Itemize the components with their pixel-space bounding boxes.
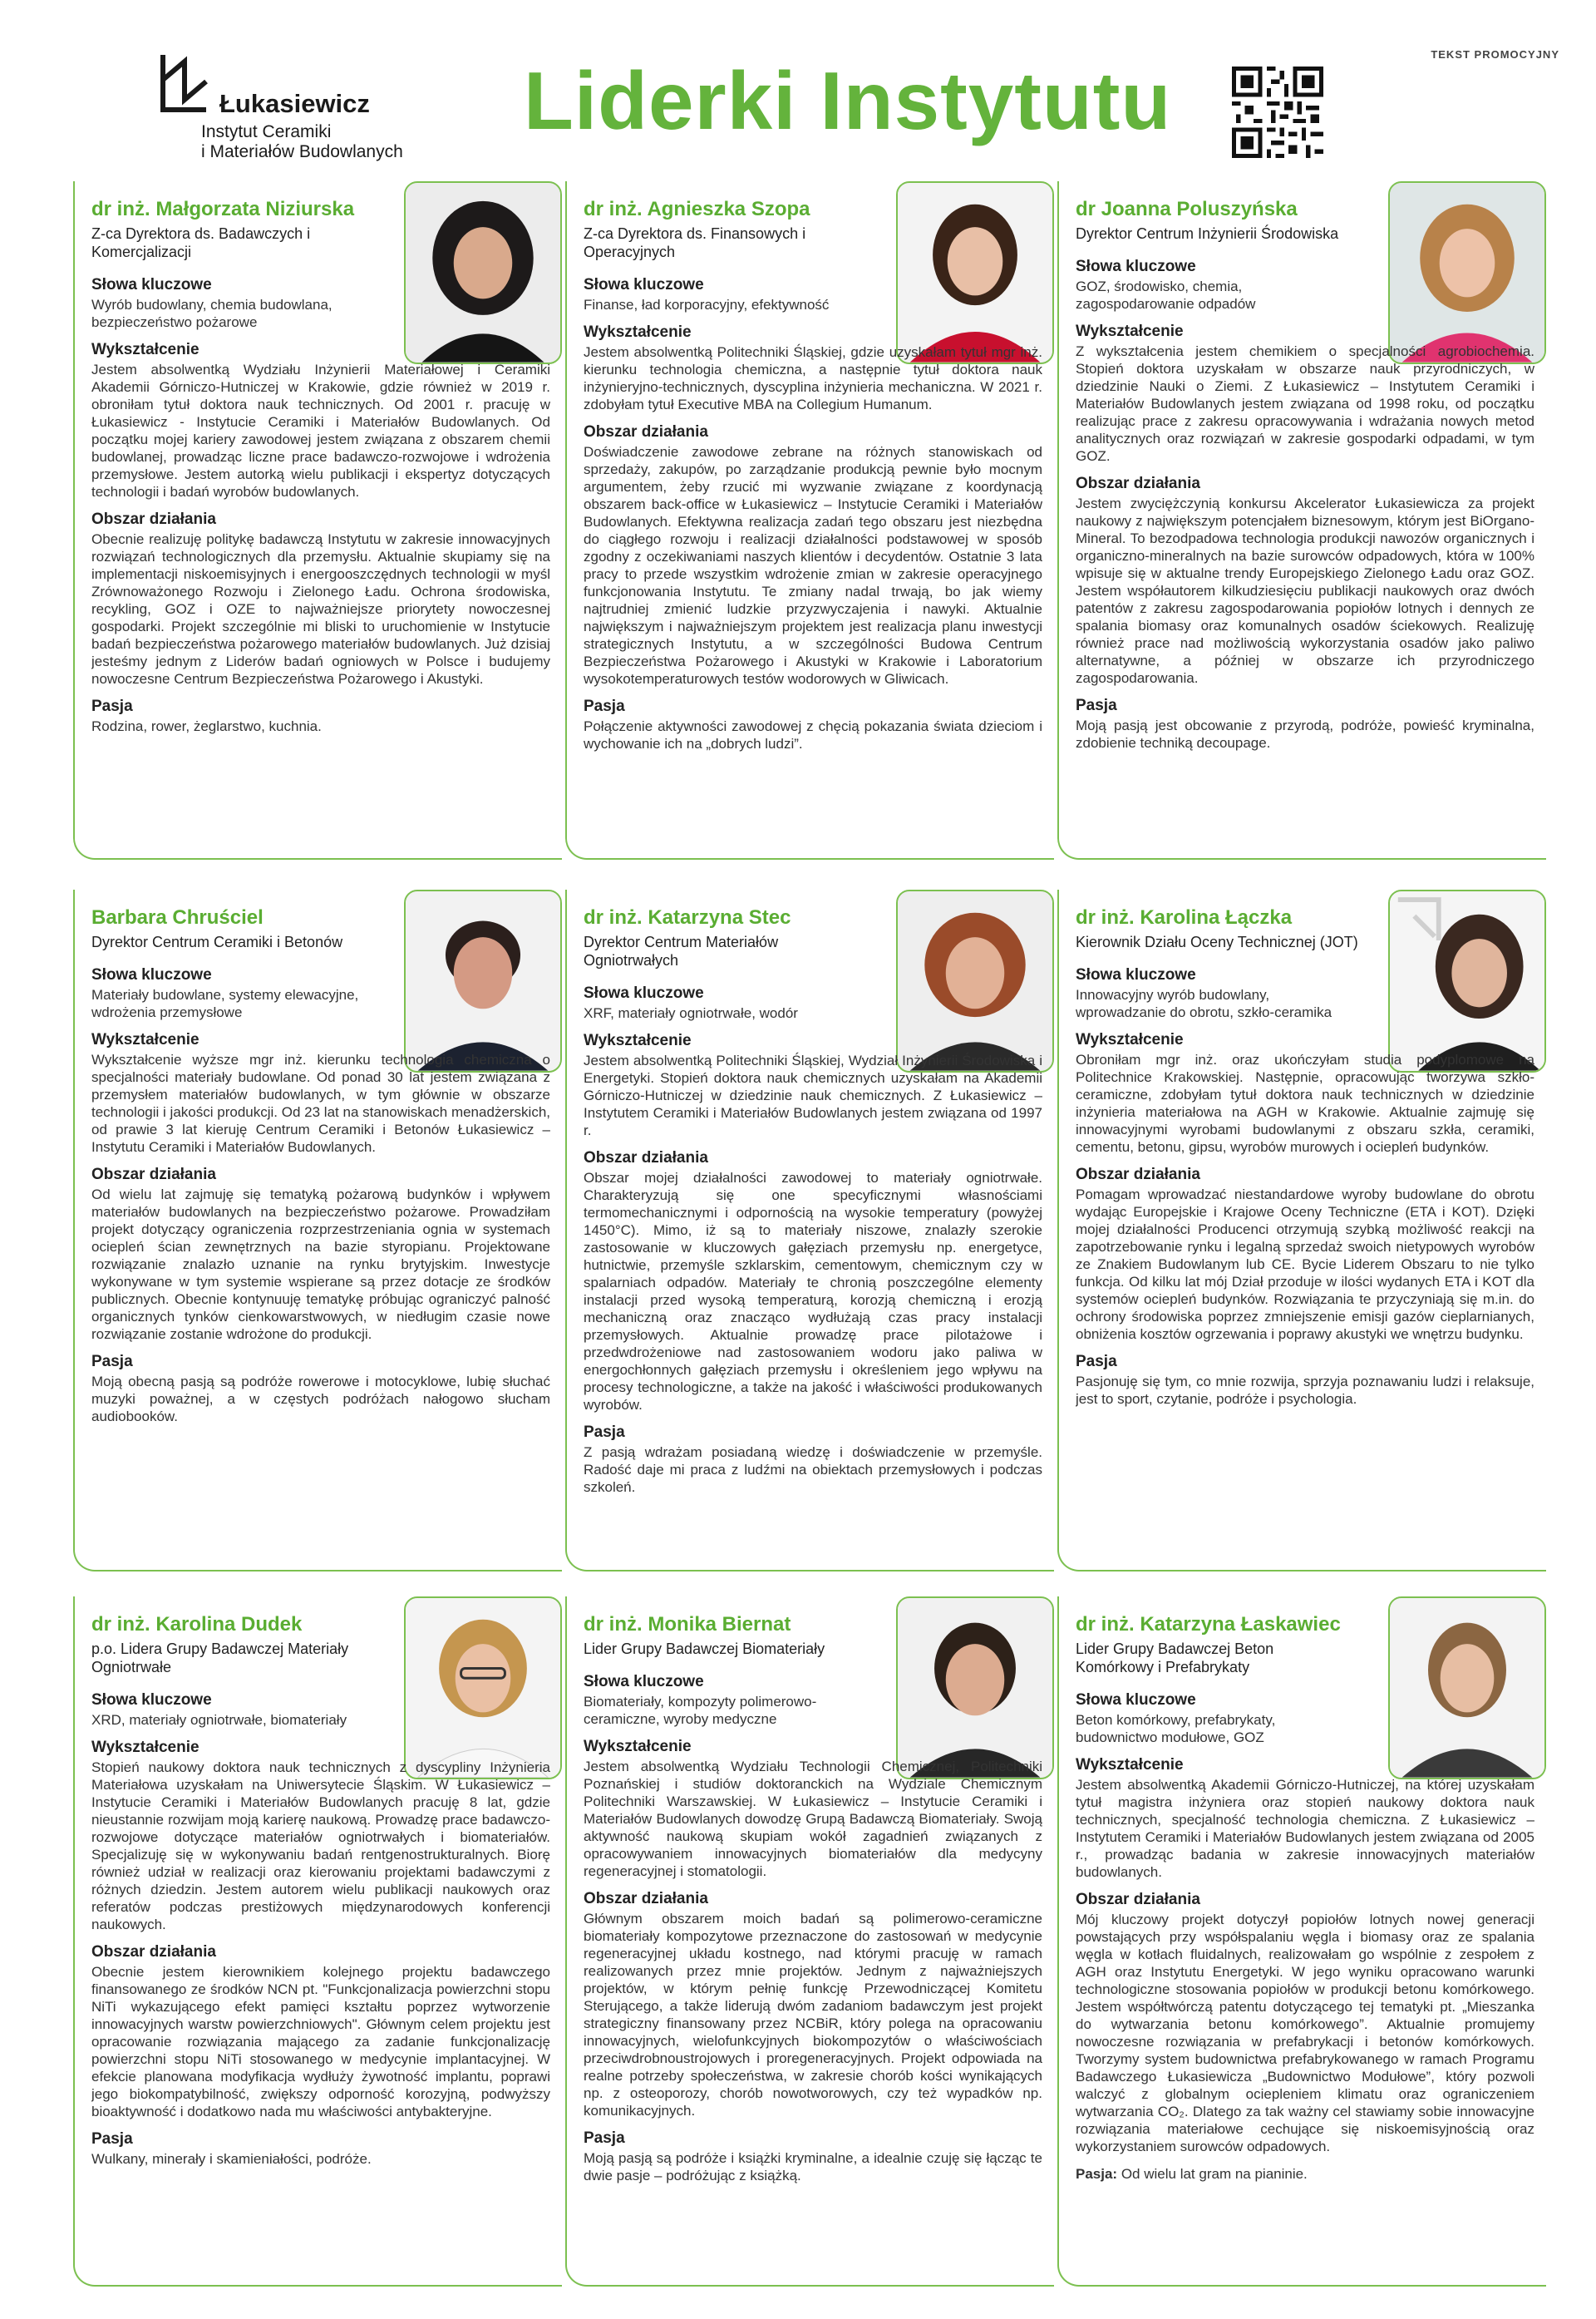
area-text: Obszar mojej działalności zawodowej to materiały ogniotrwałe. Charakteryzują się one specyficznymi własnościami termomechanicznymi i odpornością na wysokie temperatury (powyżej 1450°C). Mimo, iż są to materiały niszowe, znalazły szerokie zastosowanie w kluczowych gałęziach przemysłu np. energetyce, hutnictwie, przemyśle szklarskim, cementowym, chemicznym czy w spalarniach odpadów. Materiały te chronią poszczególne elementy instalacji przed wysoką temperaturą, korozją chemiczną i erozją mechaniczną oraz znacząco wydłużają czas pracy instalacji przemysłowych. Aktualnie prowadzę prace pilotażowe i przedwdrożeniowe nad zastosowaniem wodoru jako paliwa w energochłonnych gałęziach przemysłu i określeniem jego wpływu na procesy technologiczne, a także na jakość i właściwości produkowanych wyrobów. xyxy=(584,1170,1042,1413)
education-heading: Wykształcenie xyxy=(91,1031,200,1048)
passion-text: Od wielu lat gram na pianinie. xyxy=(1121,2166,1308,2182)
leader-role: Dyrektor Centrum Ceramiki i Betonów xyxy=(91,934,343,950)
education-text: Jestem absolwentką Politechniki Śląskiej, gdzie uzyskałam tytuł mgr inż. kierunku technologia chemiczna, a następnie tytuł doktora nauk inżynieryjno-technicznych, dyscyplina inżynieria mechaniczna. W 2021 r. zdobyłam tytuł Executive MBA na Collegium Humanum. xyxy=(584,344,1042,412)
area-heading: Obszar działania xyxy=(91,1943,216,1961)
area-heading: Obszar działania xyxy=(1076,1166,1200,1183)
passion-heading: Pasja xyxy=(584,2129,625,2147)
education-heading: Wykształcenie xyxy=(1076,1756,1184,1774)
education-heading: Wykształcenie xyxy=(584,1032,692,1049)
area-heading: Obszar działania xyxy=(584,423,708,441)
lukasiewicz-logo-icon xyxy=(158,52,211,113)
passion-heading: Pasja xyxy=(91,698,133,715)
leader-card xyxy=(565,181,1054,860)
education-text: Jestem absolwentką Akademii Górniczo-Hutniczej, na której uzyskałam tytuł magistra inżyniera oraz stopień naukowy doktora nauk technicznych, specjalność technologia chemiczna. Z Łukasiewicz – Instytutem Ceramiki i Materiałów Budowlanych jestem związana od 2005 r., prowadząc badania w zakresie innowacyjnych materiałów budowlanych. xyxy=(1076,1777,1534,1880)
area-heading: Obszar działania xyxy=(1076,475,1200,492)
keywords-text: Beton komórkowy, prefabrykaty, budownictwo modułowe, GOZ xyxy=(1076,1712,1276,1745)
passion-heading: Pasja xyxy=(584,1423,625,1441)
area-heading: Obszar działania xyxy=(1076,1891,1200,1908)
area-text: Od wielu lat zajmuję się tematyką pożarową budynków i wpływem materiałów budowlanych na bezpieczeństwo pożarowe. Prowadziłam projekt dotyczący ograniczenia rozprzestrzeniania ognia w systemach ociepleń ścian zewnętrznych na bazie styropianu. Projektowane rozwiązanie znalazło uznanie na rynku brytyjskim. Inwestycje wykonywane w tym systemie wspierane są przez dotacje ze środków publicznych. Obecnie kontynuuję tematykę próbując ograniczyć palność organicznych tynków cienkowarstwowych, w niedługim czasie nowe rozwiązanie zostanie wdrożone do produkcji. xyxy=(91,1187,550,1342)
leader-name: dr inż. Katarzyna Łaskawiec xyxy=(1076,1613,1341,1636)
leader-name: dr inż. Agnieszka Szopa xyxy=(584,198,810,220)
leader-role: Dyrektor Centrum Inżynierii Środowiska xyxy=(1076,225,1339,242)
keywords-heading: Słowa kluczowe xyxy=(1076,1691,1196,1709)
keywords-text: XRD, materiały ogniotrwałe, biomateriały xyxy=(91,1712,347,1728)
area-text: Głównym obszarem moich badań są polimerowo-ceramiczne biomateriały kompozytowe przeznaczone do zastosowań w medycynie regeneracyjnej układu kostnego, nad którymi pracuję w ramach realizowanych przez mnie projektów. Jednym z najważniejszych projektów, w którym pełnię funkcję Przewodniczącej Komitetu Sterującego, a także liderują dwóm zadaniom badawczym jest projekt strategiczny finansowany przez NCBiR, który polega na opracowaniu innowacyjnych, wielofunkcyjnych biokompozytów o właściwościach przeciwdrobnoustrojowych i proregeneracyjnych. Projekt odpowiada na realne potrzeby społeczeństwa, w zakresie chorób kości wynikających np. z osteoporozy, chorób nowotworowych, czy też wypadków np. komunikacyjnych. xyxy=(584,1911,1042,2119)
area-text: Obecnie realizuję politykę badawczą Instytutu w zakresie innowacyjnych rozwiązań technologicznych dla przemysłu. Aktualnie skupiamy się na implementacji niskoemisyjnych i energooszczędnych technologii w myśl Zrównoważonego Rozwoju i Zielonego Ładu. Ochrona środowiska, recykling, GOZ i OZE to najważniejsze priorytety nowoczesnej gospodarki. Projekt szczególnie mi bliski to uruchomienie w Instytucie badań bezpieczeństwa pożarowego materiałów budowlanych. Już dzisiaj jesteśmy jednym z Liderów badań ogniowych w Polsce i budujemy nowoczesne Centrum Bezpieczeństwa Pożarowego i Akustyki. xyxy=(91,531,550,687)
passion-text: Rodzina, rower, żeglarstwo, kuchnia. xyxy=(91,718,322,734)
passion-heading: Pasja xyxy=(1076,1353,1117,1370)
leader-name: dr inż. Karolina Łączka xyxy=(1076,906,1293,929)
passion-heading: Pasja xyxy=(1076,697,1117,714)
passion-heading: Pasja xyxy=(91,1353,133,1370)
area-text: Obecnie jestem kierownikiem kolejnego projektu badawczego finansowanego ze środków NCN pt. "Funkcjonalizacja powierzchni stopu NiTi wykazującego efekt pamięci kształtu poprzez wytworzenie innowacyjnych warstw powierzchniowych". Głównym celem projektu jest opracowanie rozwiązania mającego za zadanie funkcjonalizację powierzchni stopu NiTi stosowanego w medycynie implantacyjnej. W efekcie planowana modyfikacja wydłuży żywotność implantu, poprawi jego biokompatybilność, zwiększy odporność korozyjną, podwyższy bioaktywność i dodatkowo nada mu właściwości antybakteryjne. xyxy=(91,1964,550,2119)
education-text: Obroniłam mgr inż. oraz ukończyłam studia podyplomowe na Politechnice Krakowskiej. Następnie, opracowując tworzywa szkło-ceramiczne, zdobyłam tytuł doktora nauk technicznych w dziedzinie inżynieria materiałowa na AGH w Krakowie. Aktualnie zajmuję się innowacyjnymi wyrobami budowlanymi z obszaru szkła, ceramiki, cementu, betonu, gipsu, wyrobów murowych i ociepleń budynków. xyxy=(1076,1052,1534,1155)
education-heading: Wykształcenie xyxy=(1076,1031,1184,1048)
leader-role: p.o. Lidera Grupy Badawczej Materiały Ogniotrwałe xyxy=(91,1641,349,1675)
logo-subtitle-line2: i Materiałów Budowlanych xyxy=(201,142,403,161)
area-heading: Obszar działania xyxy=(584,1890,708,1907)
passion-text: Moją obecną pasją są podróże rowerowe i motocyklowe, lubię słuchać muzyki poważnej, a w częstych podróżach nałogowo słucham audiobooków. xyxy=(91,1374,550,1424)
passion-text: Pasjonuję się tym, co mnie rozwija, sprzyja poznawaniu ludzi i relaksuje, jest to sport, czytanie, podróże i psychologia. xyxy=(1076,1374,1534,1407)
keywords-text: GOZ, środowisko, chemia, zagospodarowanie odpadów xyxy=(1076,279,1256,312)
education-heading: Wykształcenie xyxy=(91,1739,200,1756)
passion-heading: Pasja xyxy=(91,2130,133,2148)
education-text: Z wykształcenia jestem chemikiem o specjalności agrobiochemia. Stopień doktora uzyskałam w obszarze nauk przyrodniczych, w dziedzinie Nauki o Ziemi. Z Łukasiewicz – Instytutem Ceramiki i Materiałów Budowlanych jestem związana od 1998 roku, od początku realizując prace z zakresu opracowywania i wdrażania nowych metod analitycznych oraz rozwiązań w zakresie gospodarki odpadami, w tym GOZ. xyxy=(1076,343,1534,464)
leader-name: dr inż. Katarzyna Stec xyxy=(584,906,791,929)
area-heading: Obszar działania xyxy=(91,1166,216,1183)
leader-card xyxy=(73,1596,562,2287)
passion-text: Moją pasją jest obcowanie z przyrodą, podróże, powieść kryminalna, zdobienie techniką decoupage. xyxy=(1076,718,1534,751)
passion-heading: Pasja xyxy=(584,698,625,715)
passion-text: Połączenie aktywności zawodowej z chęcią pokazania świata dzieciom i wychowanie ich na „dobrych ludzi”. xyxy=(584,718,1042,752)
leader-name: dr inż. Małgorzata Niziurska xyxy=(91,198,355,220)
education-text: Jestem absolwentką Wydziału Technologii Chemicznej, Politechniki Poznańskiej i studiów doktoranckich na Wydziale Chemicznym Politechniki Warszawskiej. W Łukasiewicz – Instytucie Ceramiki i Materiałów Budowlanych dowodzę Grupą Badawczą Biomateriały. Swoją aktywność naukową skupiam wokół zagadnień związanych z opracowywaniem innowacyjnych biomateriałów dla medycyny regeneracyjnej i stomatologii. xyxy=(584,1759,1042,1879)
qr-code-icon[interactable] xyxy=(1232,67,1323,158)
keywords-text: Innowacyjny wyrób budowlany, wprowadzanie do obrotu, szkło-ceramika xyxy=(1076,987,1332,1020)
keywords-heading: Słowa kluczowe xyxy=(91,966,212,984)
area-text: Mój kluczowy projekt dotyczył popiołów lotnych nowej generacji powstających przy współspalaniu węgla i biomasy oraz ze spalania węgla w kotłach fluidalnych, realizowałam go wspólnie z zespołem z AGH oraz Instytutu Energetyki. W jego wyniku opracowano warunki technologiczne stosowania popiołów w produkcji betonu komórkowego. Jestem współtwórczą patentu dotyczącego tej tematyki pt. „Mieszanka do wytwarzania betonu komórkowego”. Aktualnie promujemy nowoczesne rozwiązania w prefabrykacji i betonów komórkowych. Tworzymy system budownictwa prefabrykowanego w ramach Programu Badawczego Łukasiewicza „Budownictwo Modułowe”, który pozwoli walczyć z globalnym ociepleniem klimatu oraz ograniczeniem wytwarzania CO₂. Dlatego za tak ważny cel stawiamy sobie innowacyjne rozwiązania materiałowe cechujące się niskoemisyjnością oraz wykorzystaniem surowców odpadowych. xyxy=(1076,1912,1534,2154)
logo-subtitle xyxy=(201,122,403,162)
leader-card xyxy=(1057,181,1546,860)
leader-name: Barbara Chruściel xyxy=(91,906,264,929)
leader-name: dr Joanna Poluszyńska xyxy=(1076,198,1298,220)
promo-label: TEKST PROMOCYJNY xyxy=(1431,48,1559,61)
leader-role: Lider Grupy Badawczej Beton Komórkowy i Prefabrykaty xyxy=(1076,1641,1274,1675)
keywords-heading: Słowa kluczowe xyxy=(1076,966,1196,984)
leader-card xyxy=(565,890,1054,1571)
page-title: Liderki Instytutu xyxy=(524,55,1172,146)
leader-card xyxy=(73,181,562,860)
passion-text: Z pasją wdrażam posiadaną wiedzę i doświadczenie w przemyśle. Radość daje mi praca z ludźmi na obiektach przemysłowych i podczas szkoleń. xyxy=(584,1444,1042,1495)
keywords-heading: Słowa kluczowe xyxy=(584,984,704,1002)
education-heading: Wykształcenie xyxy=(584,1738,692,1755)
keywords-text: Materiały budowlane, systemy elewacyjne, wdrożenia przemysłowe xyxy=(91,987,359,1020)
passion-text: Wulkany, minerały i skamieniałości, podróże. xyxy=(91,2151,372,2167)
keywords-heading: Słowa kluczowe xyxy=(584,1673,704,1690)
leader-card xyxy=(1057,890,1546,1571)
leader-role: Lider Grupy Badawczej Biomateriały xyxy=(584,1641,825,1657)
leader-name: dr inż. Karolina Dudek xyxy=(91,1613,303,1636)
logo-name: Łukasiewicz xyxy=(219,89,370,118)
passion-text: Moją pasją są podróże i książki kryminalne, a idealnie czuję się łącząc te dwie pasje – podróżując z książką. xyxy=(584,2150,1042,2183)
area-text: Pomagam wprowadzać niestandardowe wyroby budowlane do obrotu wydając Europejskie i Krajowe Oceny Techniczne (ETA i KOT). Dzięki mojej działalności Producenci otrzymują szybką możliwość reakcji na zapotrzebowanie rynku i legalną sprzedaż swoich nietypowych wyrobów ze Znakiem Budowlanym lub CE. Bycie Liderem Obszaru to nie tylko funkcja. Od kilku lat mój Dział przoduje w ilości wydanych ETA i KOT dla systemów ociepleń budynków. Rozwiązania te przyczyniają się m.in. do ochrony środowiska poprzez zmniejszenie emisji gazów cieplarnianych, obniżenia kosztów ogrzewania i poprawy akustyki we wnętrzu budynku. xyxy=(1076,1187,1534,1342)
leader-role: Kierownik Działu Oceny Technicznej (JOT) xyxy=(1076,934,1358,950)
leader-role: Z-ca Dyrektora ds. Badawczych i Komercjalizacji xyxy=(91,225,311,260)
leader-name: dr inż. Monika Biernat xyxy=(584,1613,791,1636)
leader-role: Dyrektor Centrum Materiałów Ogniotrwałych xyxy=(584,934,779,969)
leader-card xyxy=(1057,1596,1546,2287)
keywords-heading: Słowa kluczowe xyxy=(91,1691,212,1709)
education-text: Wykształcenie wyższe mgr inż. kierunku technologia chemiczna o specjalności materiały budowlane. Od ponad 30 lat jestem związana z przemysłem materiałów budowlanych, w tym głównie w obszarze technologii i jakości produkcji. Od 23 lat na stanowiskach menadżerskich, od prawie 3 lat kieruję Centrum Ceramiki i Betonów Łukasiewicz – Instytutu Ceramiki i Materiałów Budowlanych. xyxy=(91,1052,550,1155)
education-heading: Wykształcenie xyxy=(91,341,200,358)
leader-role: Z-ca Dyrektora ds. Finansowych i Operacyjnych xyxy=(584,225,806,260)
logo-subtitle-line1: Instytut Ceramiki xyxy=(201,122,332,141)
keywords-text: Wyrób budowlany, chemia budowlana, bezpieczeństwo pożarowe xyxy=(91,297,332,330)
leader-card xyxy=(565,1596,1054,2287)
keywords-text: XRF, materiały ogniotrwałe, wodór xyxy=(584,1005,798,1021)
keywords-heading: Słowa kluczowe xyxy=(1076,258,1196,275)
education-text: Stopień naukowy doktora nauk technicznych z dyscypliny Inżynieria Materiałowa uzyskałam na Uniwersytecie Śląskim. W Łukasiewicz – Instytucie Ceramiki i Materiałów Budowlanych pracuję 8 lat, gdzie nieustannie rozwijam moją karierę naukową. Prowadzę prace badawczo-rozwojowe dotyczące materiałów ogniotrwałych i biomateriałów. Specjalizuję się w wykonywaniu badań rentgenostrukturalnych. Biorę również udział w realizacji oraz kierowaniu projektami badawczymi z różnych dziedzin. Jestem autorem wielu publikacji naukowych oraz referatów podczas prestiżowych międzynarodowych konferencji naukowych. xyxy=(91,1759,550,1932)
keywords-text: Biomateriały, kompozyty polimerowo-ceramiczne, wyroby medyczne xyxy=(584,1694,817,1727)
area-heading: Obszar działania xyxy=(91,511,216,528)
keywords-text: Finanse, ład korporacyjny, efektywność xyxy=(584,297,830,313)
education-text: Jestem absolwentką Wydziału Inżynierii Materiałowej i Ceramiki Akademii Górniczo-Hutniczej w Krakowie, gdzie również w 2019 r. obroniłam tytuł doktora nauk technicznych. Od 2001 r. pracuję w Łukasiewicz - Instytucie Ceramiki i Materiałów Budowlanych. Od początku mojej kariery zawodowej jestem związana z obszarem chemii budowlanej, prowadząc liczne prace badawczo-rozwojowe i wdrożenia przemysłowe. Jestem autorką wielu publikacji i ekspertyz dotyczących technologii i badań wyrobów budowlanych. xyxy=(91,362,550,500)
leader-card xyxy=(73,890,562,1571)
area-text: Doświadczenie zawodowe zebrane na różnych stanowiskach od sprzedaży, zakupów, po zarządzanie produkcją pewnie było mocnym argumentem, żeby rzucić mi wyzwanie związane z koordynacją obszarem back-office w Łukasiewicz – Instytucie Ceramiki i Materiałów Budowlanych. Efektywna realizacja zadań tego obszaru jest niezbędna do ciągłego rozwoju i realizacji działalności podstawowej w sposób zgodny z oczekiwaniami naszych klientów i decydentów. Ostatnie 3 lata pracy to przede wszystkim wdrożenie zmian w zakresie operacyjnego funkcjonowania Instytutu. Te zmiany nadal trwają, bo jak wiemy najtrudniej zmienić ludzkie przyzwyczajenia i nawyki. Aktualnie największym i najważniejszym projektem jest realizacja planu inwestycji strategicznych Instytutu, a w szczególności Budowa Centrum Bezpieczeństwa Pożarowego i Akustyki w Krakowie i Laboratorium wysokotemperaturowych testów wodorowych w Gliwicach. xyxy=(584,444,1042,687)
area-heading: Obszar działania xyxy=(584,1149,708,1167)
area-text: Jestem zwyciężczynią konkursu Akcelerator Łukasiewicza za projekt naukowy z największym potencjałem biznesowym, którym jest BiOrgano-Mineral. To bezodpadowa technologia produkcji nawozów organicznych i organiczno-mineralnych na bazie surowców odpadowych, która w 100% wpisuje się w aktualne trendy Europejskiego Zielonego Ładu oraz GOZ. Jestem współautorem kilkudziesięciu publikacji naukowych oraz dwóch patentów z zakresu zagospodarowania popiołów lotnych i dennych ze spalania biomasy oraz komunalnych osadów ściekowych. Realizuję również prace nad możliwością wykorzystania osadów jako paliwo alternatywne, a później w obszarze ich przyrodniczego zagospodarowania. xyxy=(1076,496,1534,686)
education-heading: Wykształcenie xyxy=(1076,323,1184,340)
keywords-heading: Słowa kluczowe xyxy=(584,276,704,294)
education-heading: Wykształcenie xyxy=(584,323,692,341)
passion-line xyxy=(1076,2165,1534,2183)
institute-logo xyxy=(158,52,441,168)
keywords-heading: Słowa kluczowe xyxy=(91,276,212,294)
passion-label: Pasja: xyxy=(1076,2166,1118,2182)
education-text: Jestem absolwentką Politechniki Śląskiej, Wydział Inżynierii Środowiska i Energetyki. Stopień doktora nauk chemicznych uzyskałam na Akademii Górniczo-Hutniczej w dziedzinie nauk chemicznych. Z Łukasiewicz – Instytutem Ceramiki i Materiałów Budowlanych jestem związana od 1997 r. xyxy=(584,1053,1042,1138)
